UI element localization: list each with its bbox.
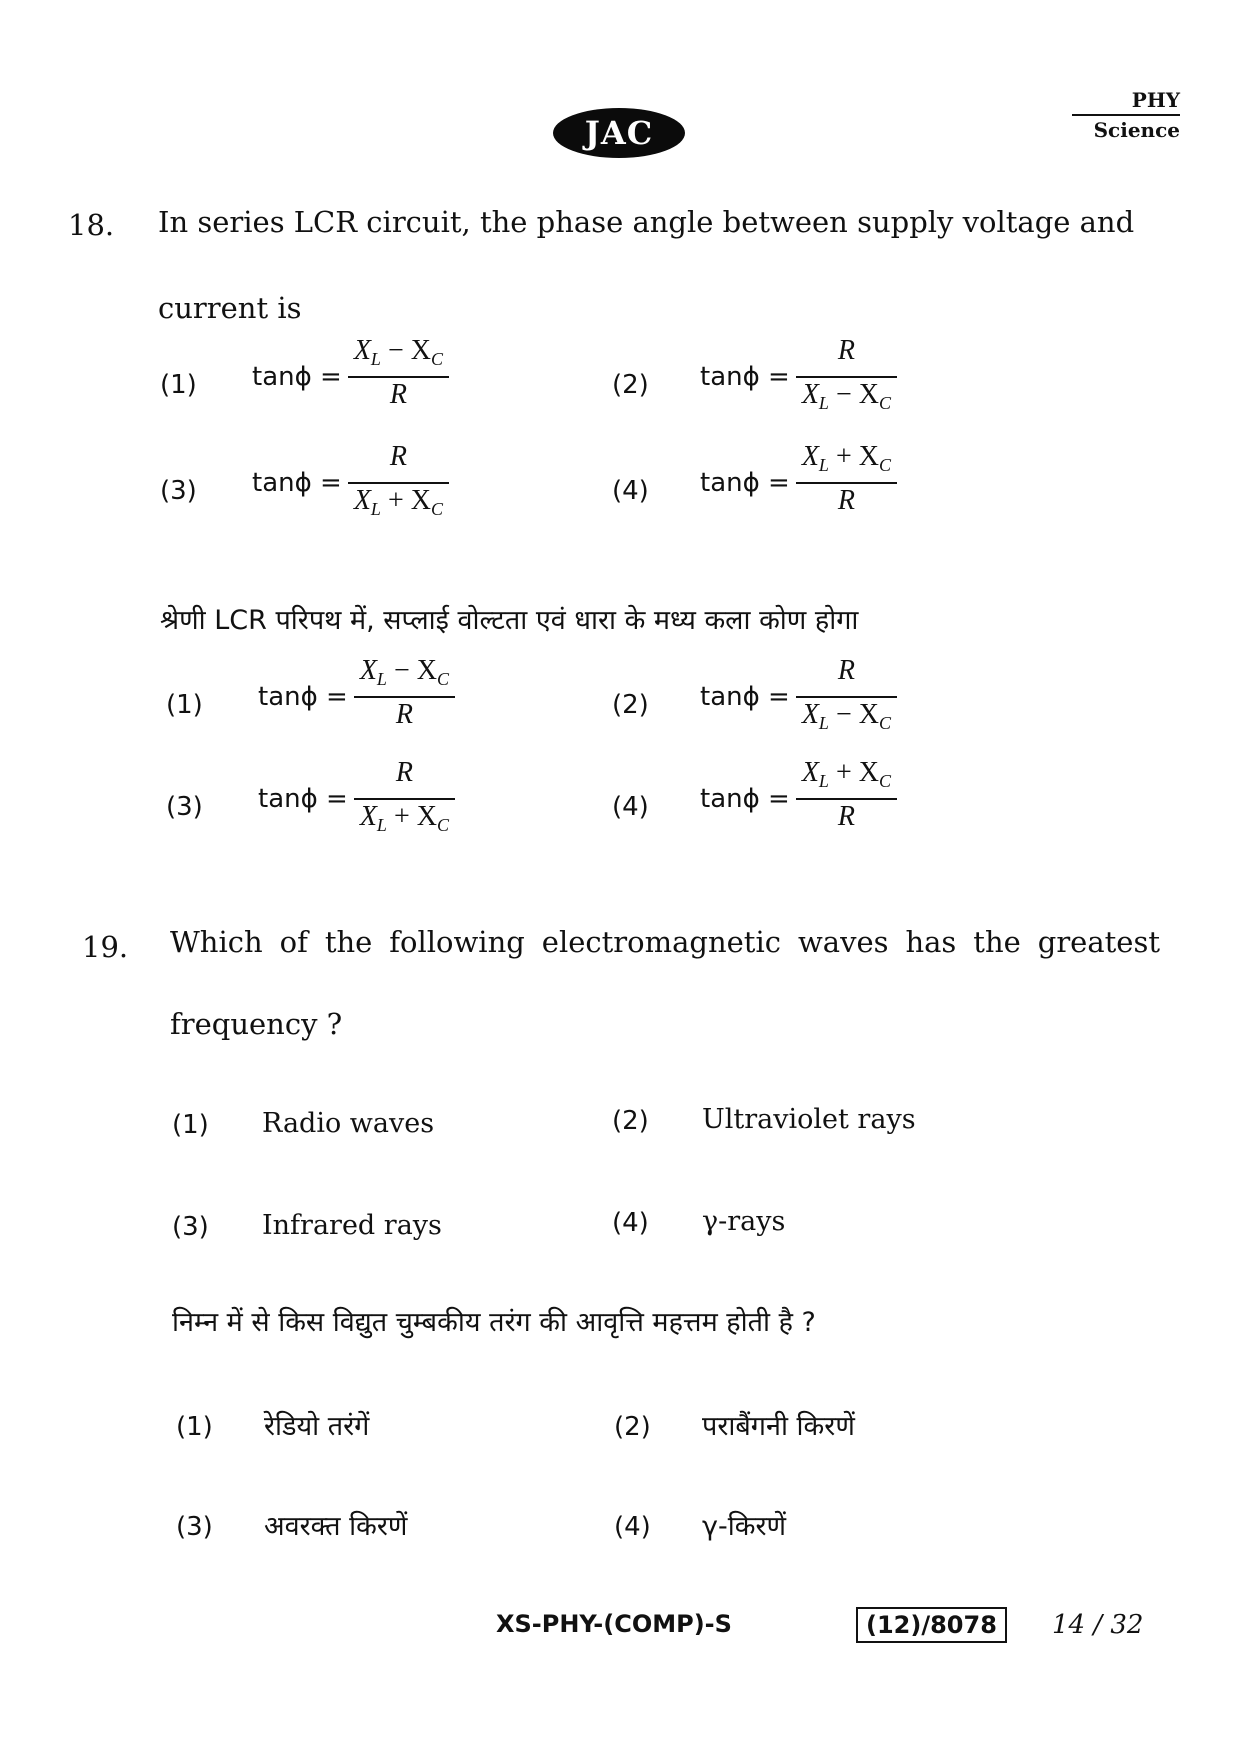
q19-en-opt2-label: (2): [612, 1106, 649, 1136]
q19-en-opt2-text: Ultraviolet rays: [702, 1104, 916, 1135]
q19-hi-opt2-label: (2): [614, 1412, 651, 1442]
q19-hi-opt4-label: (4): [614, 1512, 651, 1542]
formula-lhs: tanϕ =: [700, 784, 790, 814]
subject-stream: Science: [1093, 118, 1180, 142]
fraction-numerator: $X_L + X_C$: [801, 757, 891, 791]
fraction: [796, 334, 897, 420]
q18-en-opt1-formula: [252, 334, 449, 420]
q19-hi-opt3-text: अवरक्त किरणें: [264, 1511, 408, 1542]
formula-lhs: tanϕ =: [258, 784, 348, 814]
q19-number: 19.: [82, 930, 129, 964]
subject-code: PHY: [1131, 88, 1180, 112]
q19-en-opt1-label: (1): [172, 1110, 209, 1140]
subject-divider: [1072, 114, 1180, 116]
formula-lhs: tanϕ =: [700, 362, 790, 392]
q19-hi-opt1-label: (1): [176, 1412, 213, 1442]
q18-hi-opt1-label: (1): [166, 690, 203, 720]
q18-en-opt3-formula: [252, 440, 449, 526]
q19-hi-opt1-text: रेडियो तरंगें: [264, 1411, 370, 1442]
q18-number: 18.: [68, 208, 115, 242]
q19-en-opt1-text: Radio waves: [262, 1108, 435, 1139]
fraction-denominator: $X_L + X_C$: [353, 485, 443, 519]
formula-lhs: tanϕ =: [258, 682, 348, 712]
fraction-denominator: $X_L - X_C$: [801, 699, 891, 733]
fraction-numerator: R: [389, 441, 407, 472]
fraction-numerator: R: [837, 655, 855, 686]
q18-en-opt1-label: (1): [160, 370, 197, 400]
q19-hi-opt2-text: पराबैंगनी किरणें: [702, 1411, 855, 1442]
fraction-numerator: $X_L - X_C$: [353, 335, 443, 369]
fraction-denominator: R: [837, 485, 855, 516]
q18-hi-opt2-formula: [700, 654, 897, 740]
q18-hi-opt3-formula: [258, 756, 455, 842]
q19-en-opt3-text: Infrared rays: [262, 1210, 442, 1241]
fraction-denominator: R: [837, 801, 855, 832]
q18-hindi-text: श्रेणी LCR परिपथ में, सप्लाई वोल्टता एवं धारा के मध्य कला कोण होगा: [160, 605, 859, 636]
fraction: [796, 440, 897, 526]
q18-en-opt4-formula: [700, 440, 897, 526]
q18-en-opt4-label: (4): [612, 476, 649, 506]
fraction: [354, 756, 455, 842]
fraction-denominator: $X_L - X_C$: [801, 379, 891, 413]
q19-text-line2: frequency ?: [170, 1007, 343, 1041]
q19-en-opt3-label: (3): [172, 1212, 209, 1242]
subject-tag: [1062, 88, 1180, 142]
q18-hi-opt4-formula: [700, 756, 897, 842]
formula-lhs: tanϕ =: [252, 468, 342, 498]
fraction: [796, 654, 897, 740]
fraction: [348, 334, 449, 420]
q18-text-line1: In series LCR circuit, the phase angle between supply voltage and: [158, 205, 1135, 239]
fraction-denominator: R: [389, 379, 407, 410]
formula-lhs: tanϕ =: [700, 468, 790, 498]
q19-hindi-text: निम्न में से किस विद्युत चुम्बकीय तरंग की आवृत्ति महत्तम होती है ?: [172, 1307, 816, 1338]
fraction: [348, 440, 449, 526]
q18-hi-opt1-formula: [258, 654, 455, 740]
q18-hi-opt4-label: (4): [612, 792, 649, 822]
paper-serial-box: (12)/8078: [856, 1607, 1007, 1643]
q19-hi-opt4-text: γ-किरणें: [702, 1511, 787, 1542]
fraction: [354, 654, 455, 740]
q18-hi-opt2-label: (2): [612, 690, 649, 720]
q18-hi-opt3-label: (3): [166, 792, 203, 822]
paper-code: XS-PHY-(COMP)-S: [496, 1610, 732, 1638]
formula-lhs: tanϕ =: [252, 362, 342, 392]
q18-text-line2: current is: [158, 291, 302, 325]
q18-en-opt2-label: (2): [612, 370, 649, 400]
q19-en-opt4-label: (4): [612, 1208, 649, 1238]
jac-logo: JAC: [553, 108, 685, 158]
formula-lhs: tanϕ =: [700, 682, 790, 712]
q18-en-opt2-formula: [700, 334, 897, 420]
fraction-denominator: $X_L + X_C$: [359, 801, 449, 835]
page-number: 14 / 32: [1052, 1610, 1144, 1640]
q19-en-opt4-text: γ-rays: [702, 1206, 786, 1237]
fraction: [796, 756, 897, 842]
fraction-numerator: R: [395, 757, 413, 788]
fraction-numerator: $X_L - X_C$: [359, 655, 449, 689]
q18-en-opt3-label: (3): [160, 476, 197, 506]
q19-text-line1: Which of the following electromagnetic waves has the greatest: [170, 925, 1160, 959]
fraction-denominator: R: [395, 699, 413, 730]
q19-hi-opt3-label: (3): [176, 1512, 213, 1542]
fraction-numerator: $X_L + X_C$: [801, 441, 891, 475]
fraction-numerator: R: [837, 335, 855, 366]
